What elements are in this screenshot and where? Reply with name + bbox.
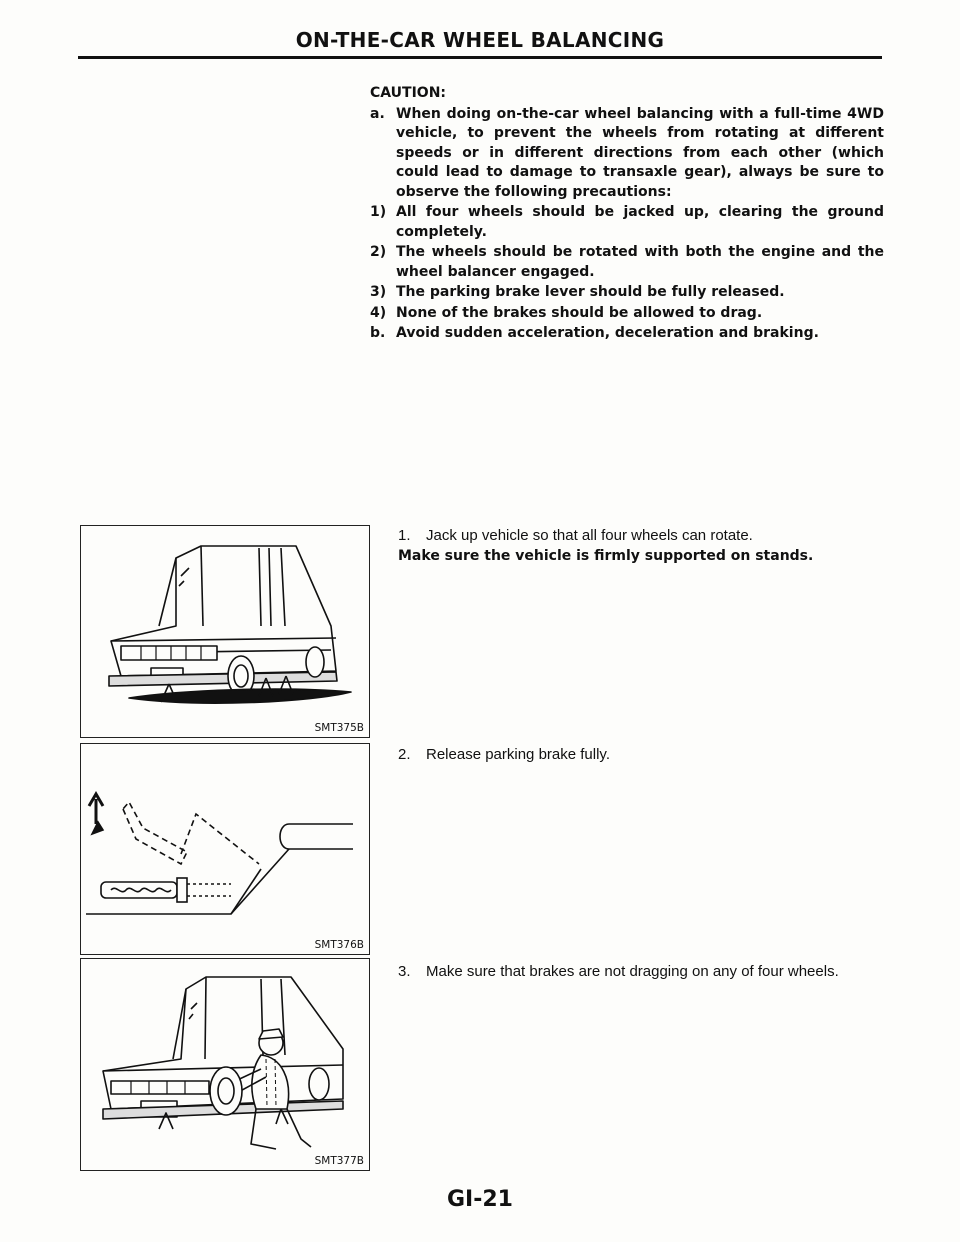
caution-block — [370, 84, 884, 344]
caution-marker: 3) — [370, 284, 387, 300]
step-number: 3. — [398, 963, 411, 980]
caution-text: The parking brake lever should be fully released. — [396, 284, 785, 300]
caution-text: When doing on-the-car wheel balancing with a full-time 4WD vehicle, to prevent the wheels from rotating at different speeds or in different directions from each other (which could lead to damage to transaxle gear), always be sure to observe the following precautions: — [396, 105, 884, 200]
caution-marker: 4) — [370, 304, 387, 321]
caution-item — [370, 324, 884, 344]
step-2 — [398, 745, 884, 764]
car-on-stands-icon — [81, 526, 369, 737]
parking-brake-lever-icon — [81, 744, 369, 954]
caution-marker: b. — [370, 325, 386, 341]
step-text: Jack up vehicle so that all four wheels can rotate. — [426, 527, 753, 544]
page-header — [78, 28, 882, 59]
step-number: 2. — [398, 746, 411, 763]
caution-item — [370, 243, 884, 282]
figure-code: SMT375B — [314, 722, 364, 734]
step-text: Release parking brake fully. — [426, 746, 610, 763]
figure-car-on-stands — [80, 525, 370, 738]
caution-text: All four wheels should be jacked up, clearing the ground completely. — [396, 204, 884, 240]
caution-item — [370, 283, 884, 303]
caution-text: None of the brakes should be allowed to drag. — [396, 304, 763, 321]
figure-check-wheels — [80, 958, 370, 1171]
caution-item — [370, 105, 884, 203]
step-1 — [398, 526, 884, 566]
caution-item — [370, 304, 884, 324]
mechanic-checking-wheel-icon — [81, 959, 369, 1170]
caution-item — [370, 203, 884, 242]
figure-parking-brake — [80, 743, 370, 955]
page-number: GI-21 — [447, 1187, 513, 1212]
caution-marker: a. — [370, 105, 385, 122]
figure-code: SMT377B — [314, 1155, 364, 1167]
step-number: 1. — [398, 527, 411, 544]
caution-marker: 1) — [370, 204, 387, 220]
figure-code: SMT376B — [314, 939, 364, 951]
page-title: ON-THE-CAR WHEEL BALANCING — [295, 28, 665, 52]
step-note: Make sure the vehicle is firmly supported on stands. — [398, 548, 814, 564]
caution-text: Avoid sudden acceleration, deceleration and braking. — [396, 325, 819, 341]
caution-text: The wheels should be rotated with both the engine and the wheel balancer engaged. — [396, 244, 884, 280]
caution-marker: 2) — [370, 244, 387, 260]
step-text: Make sure that brakes are not dragging on any of four wheels. — [426, 963, 839, 980]
step-3 — [398, 962, 884, 981]
caution-title: CAUTION: — [370, 85, 447, 101]
